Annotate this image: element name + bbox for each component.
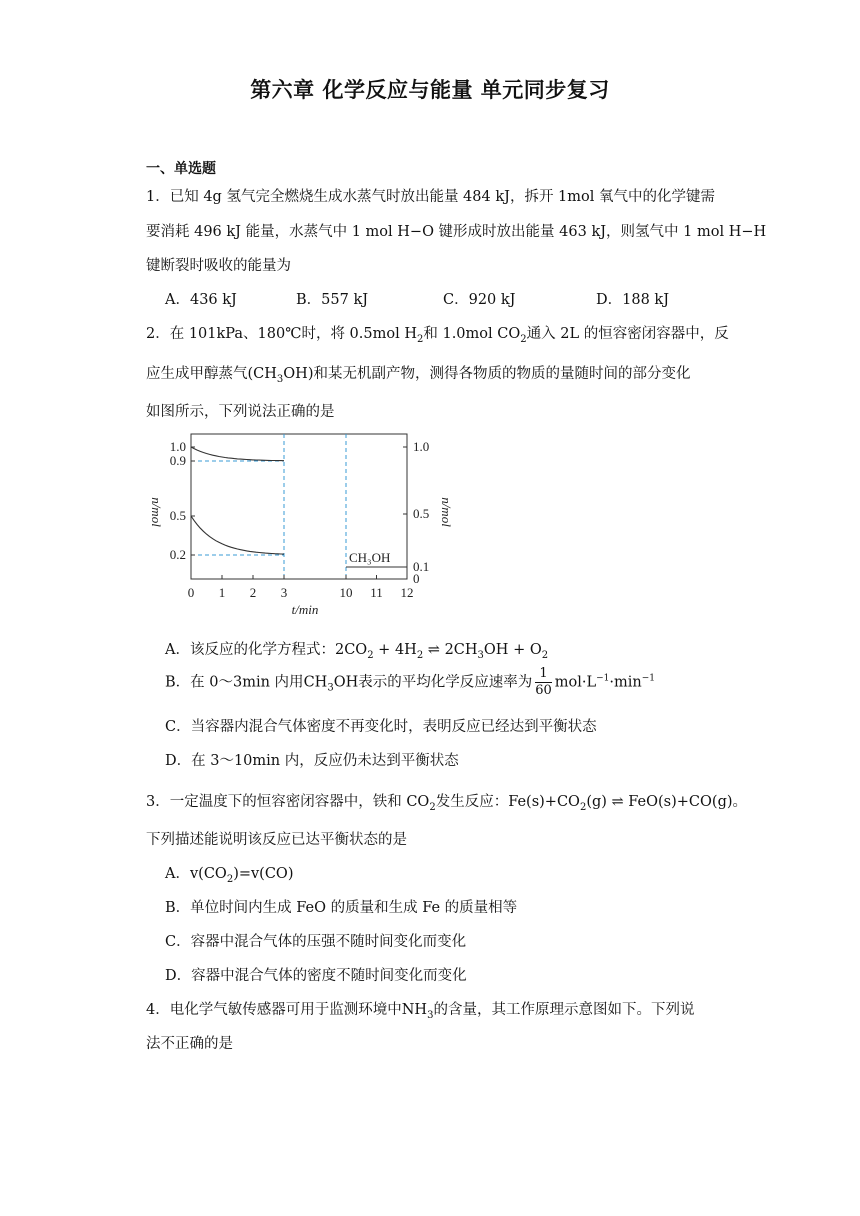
section-heading: 一、单选题 xyxy=(146,161,216,177)
y-tick-label-right: 0.1 xyxy=(413,559,430,574)
q1-option-b[interactable]: B．557 kJ xyxy=(296,292,369,308)
fraction: $\frac{1}{60}$ xyxy=(535,666,552,698)
y-tick-label-right: 0 xyxy=(413,571,420,586)
series-line xyxy=(191,516,284,554)
y-tick-label-right: 1.0 xyxy=(413,439,430,454)
q1-line-1: 1．已知 4g 氢气完全燃烧生成水蒸气时放出能量 484 kJ，拆开 1mol 氧气中的化学键需 xyxy=(146,189,716,205)
page-title: 第六章 化学反应与能量 单元同步复习 xyxy=(250,78,610,102)
q4-line-2: 法不正确的是 xyxy=(146,1036,233,1052)
x-tick-label: 1 xyxy=(218,585,226,600)
x-axis-label: t/min xyxy=(291,602,319,617)
q2-line-2: 应生成甲醇蒸气$(CH_3OH)$和某无机副产物，测得各物质的物质的量随时间的部分变化 xyxy=(146,366,691,385)
q3-option-d[interactable]: D．容器中混合气体的密度不随时间变化而变化 xyxy=(165,968,467,984)
q2-option-a[interactable]: A．该反应的化学方程式：$2CO_2 + 4H_2$ ⇌ $2CH_3OH + O_2$ xyxy=(165,642,549,661)
y-tick-label-right: 0.5 xyxy=(413,506,430,521)
q1-option-a[interactable]: A．436 kJ xyxy=(165,292,237,308)
y-tick-label-left: 0.5 xyxy=(169,508,186,523)
y-tick-label-left: 0.9 xyxy=(169,453,186,468)
q1-option-d[interactable]: D．188 kJ xyxy=(596,292,670,308)
x-tick-label: 11 xyxy=(370,585,383,600)
q2-option-b[interactable]: B．在 0～3min 内用$CH_3OH$表示的平均化学反应速率为 $\frac{1}{60}$ $mol\cdot L^{-1}\cdot\min^{-1}$ xyxy=(165,666,656,698)
q2-option-d[interactable]: D．在 3～10min 内，反应仍未达到平衡状态 xyxy=(165,753,459,769)
y-tick-label-left: 1.0 xyxy=(169,439,186,454)
y-tick-label-left: 0.2 xyxy=(169,547,186,562)
q4-line-1: 4．电化学气敏传感器可用于监测环境中$NH_3$的含量，其工作原理示意图如下。下列说 xyxy=(146,1002,695,1021)
q3-line-2: 下列描述能说明该反应已达平衡状态的是 xyxy=(146,832,407,848)
ch3oh-label: CH₃OH xyxy=(349,550,391,565)
x-tick-label: 10 xyxy=(339,585,353,600)
q2-line-1: 2．在 101kPa、180℃时，将 0.5mol $H_2$和 1.0mol $CO_2$通入 2L 的恒容密闭容器中，反 xyxy=(146,326,729,345)
x-tick-label: 12 xyxy=(400,585,414,600)
q3-option-a[interactable]: A．$v(CO_2)=v(CO)$ xyxy=(165,866,294,885)
series-line xyxy=(191,447,284,461)
q1-line-2: 要消耗 496 kJ 能量，水蒸气中 1 mol H−O 键形成时放出能量 463 kJ，则氢气中 1 mol H−H xyxy=(146,224,767,240)
q1-line-3: 键断裂时吸收的能量为 xyxy=(146,258,291,274)
q3-line-1: 3．一定温度下的恒容密闭容器中，铁和 $CO_2$发生反应：$Fe(s)+CO_2(g)$ ⇌ FeO(s)+CO(g)。 xyxy=(146,794,748,813)
q2-option-c[interactable]: C．当容器内混合气体密度不再变化时，表明反应已经达到平衡状态 xyxy=(165,719,597,735)
y-axis-label-right: n/mol xyxy=(439,497,454,527)
q3-option-c[interactable]: C．容器中混合气体的压强不随时间变化而变化 xyxy=(165,934,467,950)
q2-graph xyxy=(140,424,460,624)
q3-option-b[interactable]: B．单位时间内生成 FeO 的质量和生成 Fe 的质量相等 xyxy=(165,900,518,916)
x-tick-label: 3 xyxy=(280,585,288,600)
q1-option-c[interactable]: C．920 kJ xyxy=(443,292,516,308)
y-axis-label-left: n/mol xyxy=(149,497,164,527)
x-tick-label: 0 xyxy=(187,585,195,600)
x-tick-label: 2 xyxy=(249,585,257,600)
q2-line-3: 如图所示，下列说法正确的是 xyxy=(146,404,335,420)
